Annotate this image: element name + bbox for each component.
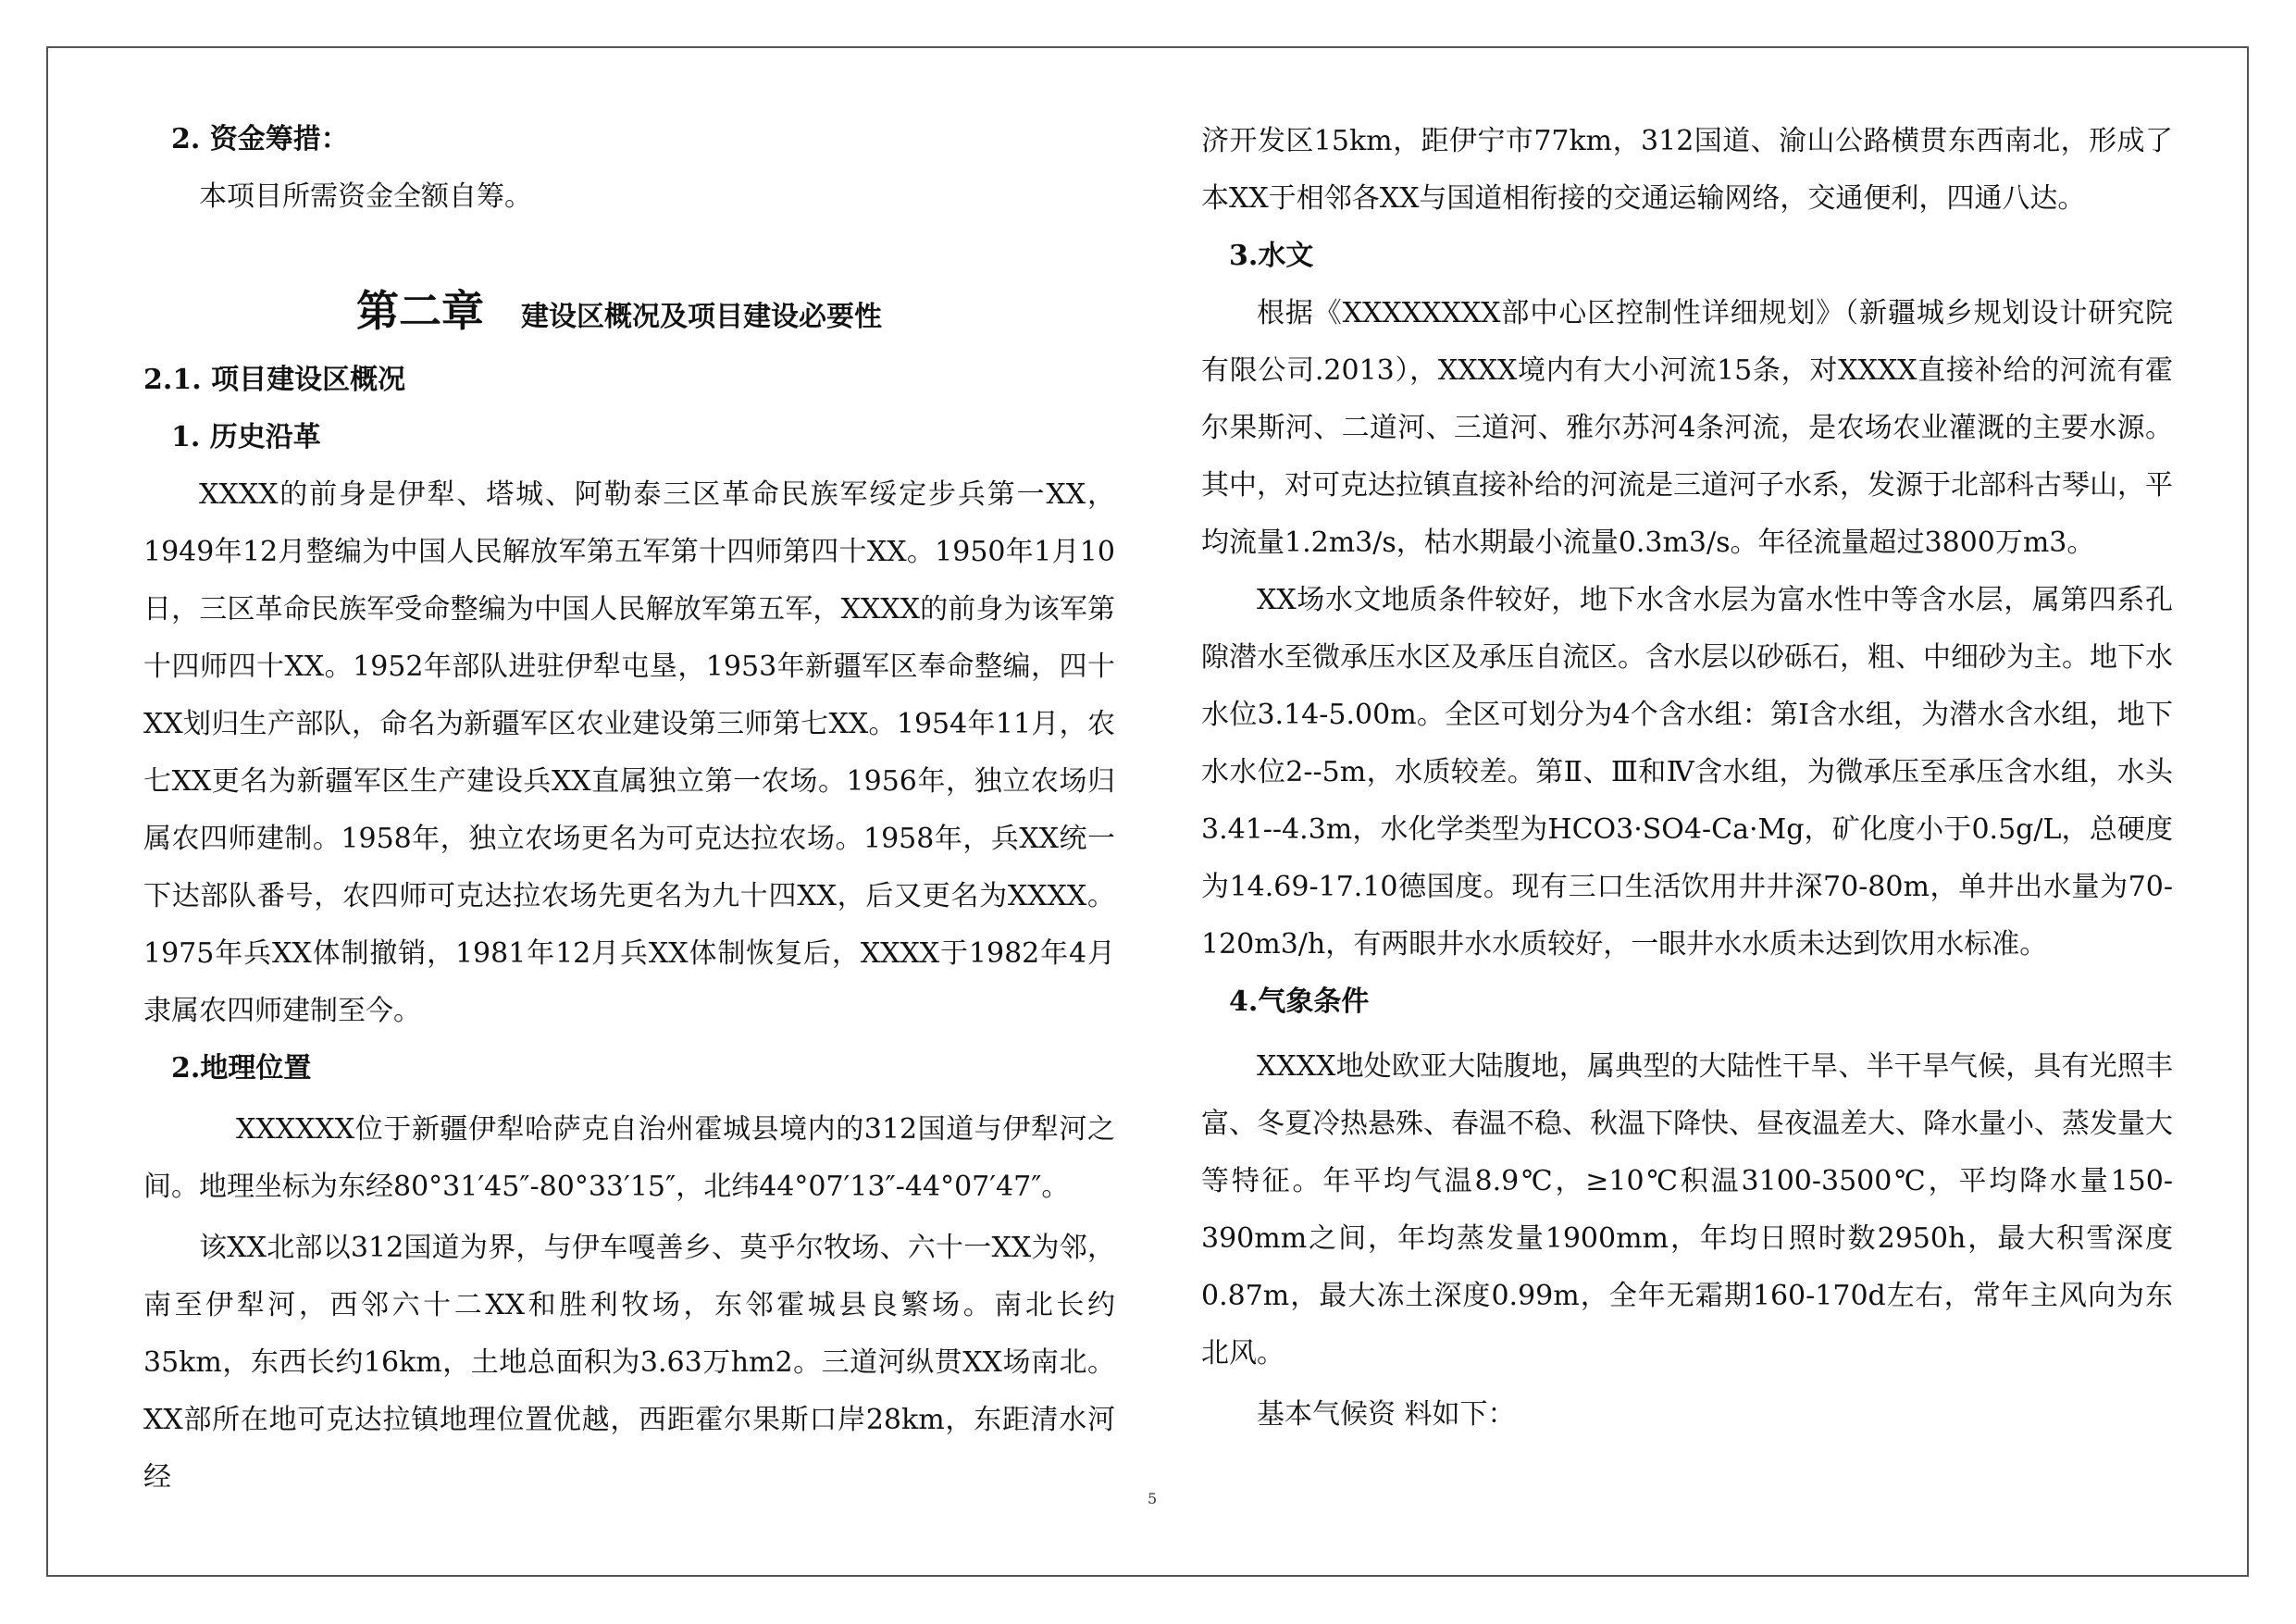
section-heading-funding: 2. 资金筹措： [171,123,349,155]
geography-continued: 济开发区15km，距伊宁市77km，312国道、渝山公路横贯东西南北，形成了本XX于相邻各XX与国道相衔接的交通运输网络，交通便利，四通八达。 [1201,125,2173,215]
chapter-number: 第二章 [356,286,484,336]
section-heading-2-1: 2.1. 项目建设区概况 [143,364,406,396]
hydrology-paragraph-1: 根据《XXXXXXXX部中心区控制性详细规划》（新疆城乡规划设计研究院有限公司.2013），XXXX境内有大小河流15条，对XXXX直接补给的河流有霍尔果斯河、二道河、三道河、雅尔苏河4条河流，是农场农业灌溉的主要水源。其中，对可克达拉镇直接补给的河流是三道河子水系，发源于北部科古琴山，平均流量1.2m3/s，枯水期最小流量0.3m3/s。年径流量超过3800万m3。 [1201,297,2173,559]
hydrology-paragraph-2: XX场水文地质条件较好，地下水含水层为富水性中等含水层，属第四系孔隙潜水至微承压水区及承压自流区。含水层以砂砾石，粗、中细砂为主。地下水水位3.14-5.00m。全区可划分为4个含水组：第Ⅰ含水组，为潜水含水组，地下水水位2--5m，水质较差。第Ⅱ、Ⅲ和Ⅳ含水组，为微承压至承压含水组，水头3.41--4.3m，水化学类型为HCO3·SO4-Ca·Mg，矿化度小于0.5g/L，总硬度为14.69-17.10德国度。现有三口生活饮用井井深70-80m，单井出水量为70-120m3/h，有两眼井水水质较好，一眼井水水质未达到饮用水标准。 [1201,584,2173,961]
funding-text: 本项目所需资金全额自筹。 [199,180,532,213]
subheading-climate: 4.气象条件 [1229,986,1370,1018]
subheading-hydrology: 3.水文 [1229,240,1314,272]
climate-paragraph: XXXX地处欧亚大陆腹地，属典型的大陆性干旱、半干旱气候，具有光照丰富、冬夏冷热悬殊、春温不稳、秋温下降快、昼夜温差大、降水量小、蒸发量大等特征。年平均气温8.9℃，≥10℃积温3100-3500℃，平均降水量150-390mm之间，年均蒸发量1900mm，年均日照时数2950h，最大积雪深度0.87m，最大冻土深度0.99m，全年无霜期160-170d左右，常年主风向为东北风。 [1201,1050,2173,1370]
page-number: 5 [1148,1490,1158,1507]
history-paragraph: XXXX的前身是伊犁、塔城、阿勒泰三区革命民族军绥定步兵第一XX，1949年12月整编为中国人民解放军第五军第十四师第四十XX。1950年1月10日，三区革命民族军受命整编为中国人民解放军第五军，XXXX的前身为该军第十四师四十XX。1952年部队进驻伊犁屯垦，1953年新疆军区奉命整编，四十XX划归生产部队，命名为新疆军区农业建设第三师第七XX。1954年11月，农七XX更名为新疆军区生产建设兵XX直属独立第一农场。1956年，独立农场归属农四师建制。1958年，独立农场更名为可克达拉农场。1958年，兵XX统一下达部队番号，农四师可克达拉农场先更名为九十四XX，后又更名为XXXX。1975年兵XX体制撤销，1981年12月兵XX体制恢复后，XXXX于1982年4月隶属农四师建制至今。 [143,478,1115,1027]
chapter-heading [143,270,1115,352]
climate-note: 基本气候资 料如下： [1257,1398,1516,1431]
left-column [143,111,1115,1506]
chapter-title: 建设区概况及项目建设必要性 [521,301,882,333]
geography-paragraph-1: XXXXXX位于新疆伊犁哈萨克自治州霍城县境内的312国道与伊犁河之间。地理坐标为东经80°31′45″-80°33′15″，北纬44°07′13″-44°07′47″。 [143,1113,1115,1203]
subheading-geography: 2.地理位置 [171,1052,312,1085]
right-column [1201,113,2173,1444]
subheading-history: 1. 历史沿革 [171,421,321,453]
geography-paragraph-2: 该XX北部以312国道为界，与伊车嘎善乡、莫乎尔牧场、六十一XX为邻，南至伊犁河，西邻六十二XX和胜利牧场，东邻霍城县良繁场。南北长约35km，东西长约16km，土地总面积为3.63万hm2。三道河纵贯XX场南北。XX部所在地可克达拉镇地理位置优越，西距霍尔果斯口岸28km，东距清水河经 [143,1232,1115,1494]
